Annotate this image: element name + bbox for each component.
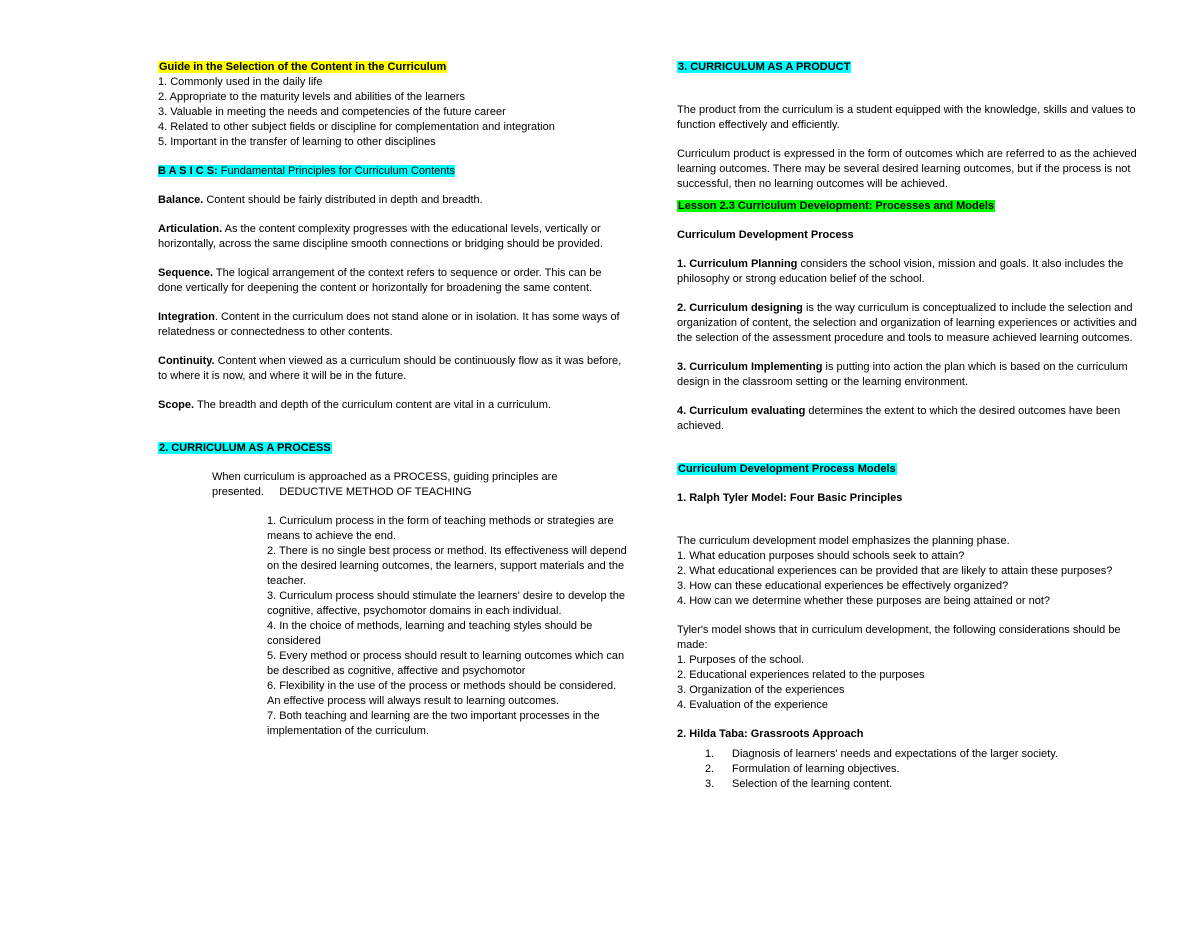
tyler-model-intro: Tyler's model shows that in curriculum development, the following considerations should be made: [677,624,1121,651]
tyler-consideration: 2. Educational experiences related to the purposes [677,669,925,681]
cdp-step-designing: 2. Curriculum designing is the way curriculum is conceptualized to include the selection and organization of content, the selection and organization of learning experiences or activities and the selection of the assessment procedure and tools to measure achieved learning outcomes. [677,302,1137,344]
cdp-heading: Curriculum Development Process [677,229,854,241]
process-item: 4. In the choice of methods, learning and teaching styles should be considered [267,620,593,647]
basics-heading [158,165,455,177]
taba-item: 3. Selection of the learning content. [705,778,893,790]
taba-item: 2. Formulation of learning objectives. [705,763,900,775]
left-column [158,60,628,739]
process-item: 2. There is no single best process or method. Its effectiveness will depend on the desired learning outcomes, the learners, support materials and the teacher. [267,545,627,587]
process-item: 7. Both teaching and learning are the two important processes in the implementation of the curriculum. [267,710,600,737]
process-item: 3. Curriculum process should stimulate the learners' desire to develop the cognitive, affective, psychomotor domains in each individual. [267,590,625,617]
principle-integration: Integration. Content in the curriculum does not stand alone or in isolation. It has some ways of relatedness or connectedness to other contents. [158,311,620,338]
principle-scope: Scope. The breadth and depth of the curriculum content are vital in a curriculum. [158,399,551,411]
cdp-step-implementing: 3. Curriculum Implementing is putting into action the plan which is based on the curriculum design in the classroom setting or the learning environment. [677,361,1128,388]
cdp-step-planning: 1. Curriculum Planning considers the school vision, mission and goals. It also includes the philosophy or strong education belief of the school. [677,258,1124,285]
principle-continuity: Continuity. Content when viewed as a curriculum should be continuously flow as it was before, to where it is now, and where it will be in the future. [158,355,622,382]
guide-item: 2. Appropriate to the maturity levels and abilities of the learners [158,91,465,103]
tyler-consideration: 4. Evaluation of the experience [677,699,829,711]
guide-item: 4. Related to other subject fields or discipline for complementation and integration [158,121,555,133]
process-item: 1. Curriculum process in the form of teaching methods or strategies are means to achieve the end. [267,515,614,542]
tyler-question: 3. How can these educational experiences be effectively organized? [677,580,1009,592]
process-title: 2. CURRICULUM AS A PROCESS [159,442,331,454]
product-paragraph: The product from the curriculum is a student equipped with the knowledge, skills and values to function effectively and efficiently. [677,104,1136,131]
guide-item: 1. Commonly used in the daily life [158,76,323,88]
cdp-step-evaluating: 4. Curriculum evaluating determines the extent to which the desired outcomes have been achieved. [677,405,1121,432]
product-title: 3. CURRICULUM AS A PRODUCT [678,61,851,73]
guide-title: Guide in the Selection of the Content in the Curriculum [159,61,447,73]
principle-sequence: Sequence. The logical arrangement of the context refers to sequence or order. This can be done vertically for deepening the content or horizontally for broadening the same content. [158,267,602,294]
tyler-consideration: 1. Purposes of the school. [677,654,805,666]
tyler-intro: The curriculum development model emphasizes the planning phase. [677,535,1010,547]
taba-item: 1. Diagnosis of learners' needs and expectations of the larger society. [705,748,1058,760]
tyler-question: 1. What education purposes should schools seek to attain? [677,550,965,562]
basics-label: B A S I C S: [158,165,218,177]
tyler-consideration: 3. Organization of the experiences [677,684,845,696]
tyler-heading: 1. Ralph Tyler Model: Four Basic Principles [677,492,903,504]
guide-item: 3. Valuable in meeting the needs and competencies of the future career [158,106,506,118]
lesson-title: Lesson 2.3 Curriculum Development: Processes and Models [678,200,995,212]
process-item: 6. Flexibility in the use of the process or methods should be considered. An effective process will always result to learning outcomes. [267,680,617,707]
right-column [677,60,1139,792]
models-title: Curriculum Development Process Models [678,463,896,475]
tyler-question: 4. How can we determine whether these purposes are being attained or not? [677,595,1051,607]
process-item: 5. Every method or process should result to learning outcomes which can be described as cognitive, affective and psychomotor [267,650,625,677]
taba-list [677,747,1139,792]
product-paragraph: Curriculum product is expressed in the form of outcomes which are referred to as the achieved learning outcomes. There may be several desired learning outcomes, but if the process is not successful, then no learning outcomes will be achieved. [677,148,1137,190]
basics-text: Fundamental Principles for Curriculum Contents [220,165,455,177]
process-intro: When curriculum is approached as a PROCESS, guiding principles are presented. DEDUCTIVE METHOD OF TEACHING [212,471,561,498]
principle-balance: Balance. Content should be fairly distributed in depth and breadth. [158,194,483,206]
guide-item: 5. Important in the transfer of learning to other disciplines [158,136,436,148]
principle-articulation: Articulation. As the content complexity progresses with the educational levels, vertically or horizontally, across the same discipline smooth connections or bridging should be provided. [158,223,603,250]
taba-heading: 2. Hilda Taba: Grassroots Approach [677,728,864,740]
process-list [267,514,627,739]
tyler-question: 2. What educational experiences can be provided that are likely to attain these purposes? [677,565,1113,577]
